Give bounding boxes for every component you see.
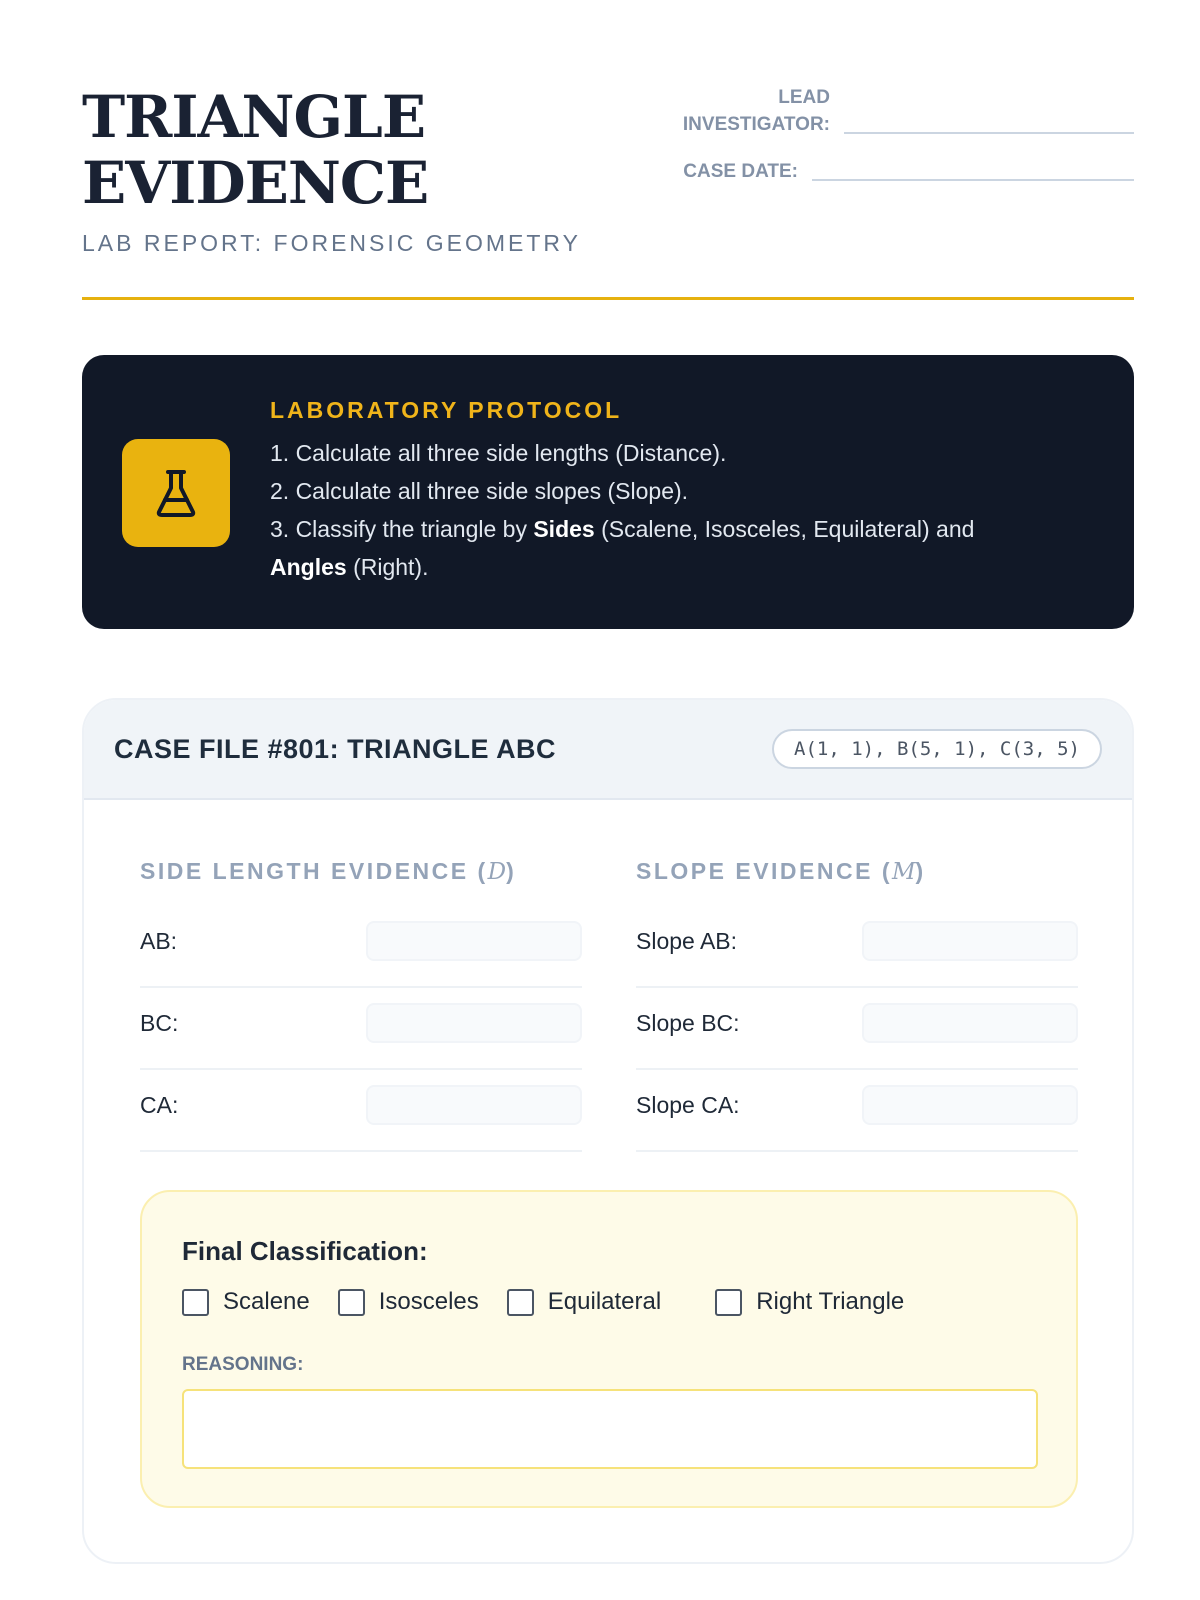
case-date-field[interactable] [812, 179, 1134, 181]
side-length-row [140, 906, 582, 988]
classification-options [182, 1288, 932, 1316]
lead-investigator-label [683, 84, 830, 138]
lead-investigator-row [664, 84, 1134, 138]
protocol-step-3 [270, 510, 1094, 586]
isosceles-label: Isosceles [378, 1288, 479, 1315]
slope-symbol: M [891, 859, 916, 885]
page-subtitle: LAB REPORT: FORENSIC GEOMETRY [82, 230, 581, 256]
side-length-row [140, 988, 582, 1070]
slope-title-text: SLOPE EVIDENCE ( [636, 858, 892, 884]
slope-ab-input[interactable] [862, 921, 1078, 961]
side-length-title-text: SIDE LENGTH EVIDENCE ( [140, 858, 488, 884]
side-length-title-end: ) [506, 858, 517, 884]
protocol-step-3-suffix: (Right). [346, 554, 429, 580]
side-length-evidence [140, 858, 582, 1152]
slope-title-end: ) [915, 858, 926, 884]
slope-row [636, 1070, 1078, 1152]
side-length-row [140, 1070, 582, 1152]
final-classification-title: Final Classification: [182, 1236, 428, 1266]
equilateral-checkbox[interactable] [507, 1289, 534, 1316]
side-length-title [140, 858, 582, 886]
protocol-step-3-sides: Sides [533, 516, 595, 542]
case-date-row [664, 158, 1134, 185]
right-triangle-label: Right Triangle [756, 1288, 905, 1315]
equilateral-label: Equilateral [547, 1288, 662, 1315]
distance-symbol: D [487, 859, 507, 885]
slope-row [636, 988, 1078, 1070]
equilateral-option[interactable] [507, 1288, 661, 1316]
protocol-title: LABORATORY PROTOCOL [270, 397, 623, 423]
protocol-step-3-prefix: 3. Classify the triangle by [270, 516, 534, 542]
case-file-title: CASE FILE #801: TRIANGLE ABC [114, 733, 557, 764]
scalene-label: Scalene [223, 1288, 310, 1315]
slope-label: Slope BC: [636, 1009, 740, 1036]
protocol-step-3-angles: Angles [270, 554, 347, 580]
scalene-checkbox[interactable] [182, 1289, 209, 1316]
reasoning-input[interactable] [182, 1389, 1038, 1469]
protocol-step-1: 1. Calculate all three side lengths (Distance). [270, 440, 727, 466]
slope-bc-input[interactable] [862, 1003, 1078, 1043]
side-bc-input[interactable] [366, 1003, 582, 1043]
protocol-step-3-middle: (Scalene, Isosceles, Equilateral) and [594, 516, 975, 542]
slope-title [636, 858, 1078, 886]
page-title-line-2: EVIDENCE [82, 149, 429, 217]
case-file-header [84, 700, 1132, 800]
isosceles-checkbox[interactable] [338, 1289, 365, 1316]
evidence-columns [140, 858, 1078, 1152]
lead-investigator-label-line-2: INVESTIGATOR: [682, 114, 830, 135]
lead-investigator-field[interactable] [844, 132, 1134, 134]
page-title-line-1: TRIANGLE [82, 83, 426, 151]
report-header [82, 84, 1134, 300]
case-date-label: CASE DATE: [683, 161, 798, 182]
isosceles-option[interactable] [338, 1288, 479, 1316]
side-length-label: CA: [140, 1091, 179, 1118]
report-meta [664, 84, 1134, 185]
coordinates-badge: A(1, 1), B(5, 1), C(3, 5) [772, 729, 1102, 769]
slope-ca-input[interactable] [862, 1085, 1078, 1125]
flask-icon [122, 439, 230, 547]
slope-label: Slope AB: [636, 927, 738, 954]
side-ca-input[interactable] [366, 1085, 582, 1125]
side-length-label: AB: [140, 927, 178, 954]
side-ab-input[interactable] [366, 921, 582, 961]
slope-label: Slope CA: [636, 1091, 740, 1118]
scalene-option[interactable] [182, 1288, 310, 1316]
header-divider [82, 297, 1134, 300]
slope-row [636, 906, 1078, 988]
protocol-step-2: 2. Calculate all three side slopes (Slope). [270, 478, 689, 504]
lead-investigator-label-line-1: LEAD [778, 87, 830, 108]
slope-evidence [636, 858, 1078, 1152]
side-length-label: BC: [140, 1009, 179, 1036]
laboratory-protocol-panel [82, 355, 1134, 629]
protocol-body [270, 397, 1094, 586]
reasoning-label: REASONING: [182, 1354, 304, 1375]
right-triangle-checkbox[interactable] [715, 1289, 742, 1316]
case-file-card [82, 698, 1134, 1564]
right-triangle-option[interactable] [715, 1288, 904, 1316]
final-classification-panel [140, 1190, 1078, 1508]
